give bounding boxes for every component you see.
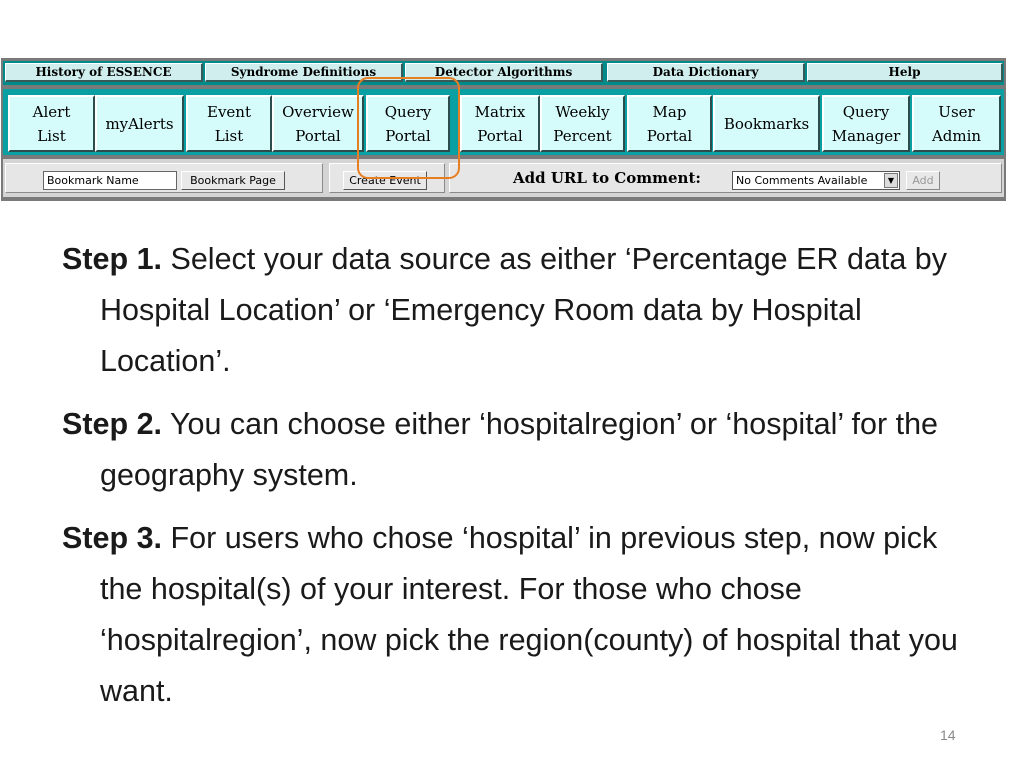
weekly-percent-button[interactable]: Weekly Percent: [540, 95, 625, 152]
user-admin-button[interactable]: User Admin: [912, 95, 1001, 152]
tab-detector-algorithms[interactable]: Detector Algorithms: [405, 63, 603, 82]
add-button[interactable]: Add: [906, 171, 940, 190]
step-1-text: Select your data source as either ‘Percentage ER data by Hospital Location’ or ‘Emergency Room data by Hospital Location’.: [100, 242, 947, 378]
bookmarks-button[interactable]: Bookmarks: [713, 95, 820, 152]
add-url-label: Add URL to Comment:: [513, 169, 701, 187]
page-number: 14: [940, 727, 956, 743]
top-nav-bar: [3, 61, 1004, 85]
comments-select[interactable]: [732, 171, 900, 190]
portal-button-row: [3, 89, 1004, 155]
step-3-heading: Step 3.: [62, 521, 163, 555]
myalerts-button[interactable]: myAlerts: [95, 95, 184, 152]
tab-help[interactable]: Help: [807, 63, 1003, 82]
steps-list: [62, 234, 982, 729]
map-portal-button[interactable]: Map Portal: [627, 95, 712, 152]
tab-syndrome-definitions[interactable]: Syndrome Definitions: [205, 63, 403, 82]
step-3: [62, 513, 982, 717]
step-2-heading: Step 2.: [62, 407, 163, 441]
create-event-button[interactable]: Create Event: [343, 171, 427, 190]
bookmark-name-input[interactable]: Bookmark Name: [43, 171, 177, 190]
step-2-text: You can choose either ‘hospitalregion’ or ‘hospital’ for the geography system.: [100, 407, 939, 492]
comments-select-value: No Comments Available: [736, 174, 868, 187]
matrix-portal-button[interactable]: Matrix Portal: [460, 95, 540, 152]
query-manager-button[interactable]: Query Manager: [822, 95, 910, 152]
chevron-down-icon[interactable]: ▼: [884, 173, 898, 188]
toolbar: [3, 159, 1004, 197]
overview-portal-button[interactable]: Overview Portal: [272, 95, 364, 152]
step-1: [62, 234, 982, 387]
tab-data-dictionary[interactable]: Data Dictionary: [607, 63, 805, 82]
step-3-text: For users who chose ‘hospital’ in previous step, now pick the hospital(s) of your interest. For those who chose ‘hospitalregion’, now pick the region(county) of hospital that you want.: [100, 521, 958, 708]
step-2: [62, 399, 982, 501]
alert-list-button[interactable]: Alert List: [8, 95, 95, 152]
event-list-button[interactable]: Event List: [186, 95, 272, 152]
step-1-heading: Step 1.: [62, 242, 163, 276]
tab-history-of-essence[interactable]: History of ESSENCE: [5, 63, 203, 82]
bookmark-page-button[interactable]: Bookmark Page: [181, 171, 285, 190]
query-portal-button[interactable]: Query Portal: [366, 95, 450, 152]
